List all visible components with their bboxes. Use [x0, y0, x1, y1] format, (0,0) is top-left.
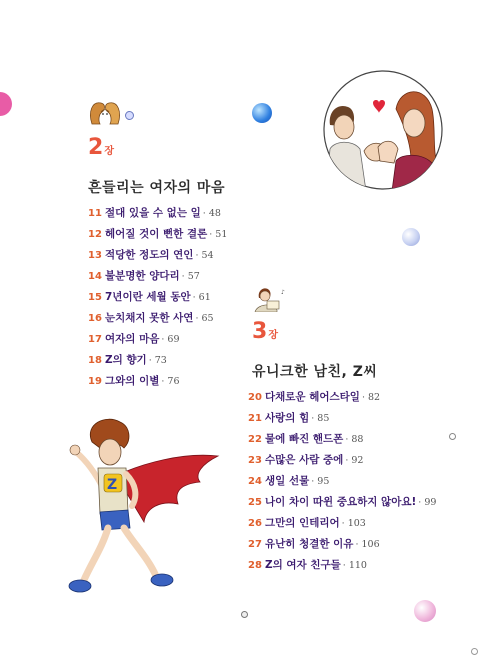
chapter-2-number: 2장	[88, 135, 114, 160]
toc-entry[interactable]: 22 물에 빠진 핸드폰 · 88	[248, 433, 364, 445]
person-reading-icon	[251, 284, 291, 312]
toc-entry[interactable]: 13 적당한 정도의 연인 · 54	[88, 249, 214, 261]
toc-entry[interactable]: 25 나이 차이 따윈 중요하지 않아요! · 99	[248, 496, 437, 508]
toc-entry[interactable]: 17 여자의 마음 · 69	[88, 333, 180, 345]
pink-bubble-decoration	[414, 600, 436, 622]
running-superhero-illustration	[62, 412, 222, 608]
chapter-3-number: 3장	[252, 319, 278, 344]
couple-hair-icon	[86, 98, 124, 126]
toc-entry[interactable]: 21 사랑의 힘 · 85	[248, 412, 330, 424]
toc-entry[interactable]: 20 다채로운 헤어스타일 · 82	[248, 391, 381, 403]
toc-entry[interactable]: 18 Z의 향기 · 73	[88, 354, 167, 366]
pink-half-circle-decoration	[0, 92, 12, 116]
chapter-3-toc-list	[248, 387, 436, 576]
toc-entry[interactable]: 27 유난히 청결한 이유 · 106	[248, 538, 380, 550]
tiny-bubble-decoration	[449, 433, 456, 440]
toc-entry[interactable]: 24 생일 선물 · 95	[248, 475, 330, 487]
chapter-2-title: 흔들리는 여자의 마음	[88, 180, 225, 196]
toc-entry[interactable]: 19 그와의 이별 · 76	[88, 375, 180, 387]
chapter-2-toc-list	[88, 203, 227, 392]
chapter-3-title: 유니크한 남친, Z씨	[252, 364, 378, 380]
toc-entry[interactable]: 28 Z의 여자 친구들 · 110	[248, 559, 367, 571]
toc-entry[interactable]: 14 불분명한 양다리 · 57	[88, 270, 200, 282]
tiny-bubble-decoration	[471, 648, 478, 655]
toc-entry[interactable]: 26 그만의 인테리어 · 103	[248, 517, 366, 529]
toc-entry[interactable]: 12 헤어질 것이 뻔한 결론 · 51	[88, 228, 228, 240]
small-bubble-decoration	[125, 111, 134, 120]
tiny-bubble-decoration	[241, 611, 248, 618]
lavender-bubble-decoration	[402, 228, 420, 246]
svg-text:Z: Z	[107, 477, 118, 493]
couple-heart-illustration	[322, 69, 444, 191]
toc-entry[interactable]: 16 눈치채지 못한 사연 · 65	[88, 312, 214, 324]
toc-entry[interactable]: 15 7년이란 세월 동안 · 61	[88, 291, 211, 303]
toc-entry[interactable]: 23 수많은 사람 중에 · 92	[248, 454, 364, 466]
svg-text:♪: ♪	[281, 289, 285, 296]
toc-entry[interactable]: 11 절대 있을 수 없는 일 · 48	[88, 207, 221, 219]
blue-bubble-decoration	[252, 103, 272, 123]
